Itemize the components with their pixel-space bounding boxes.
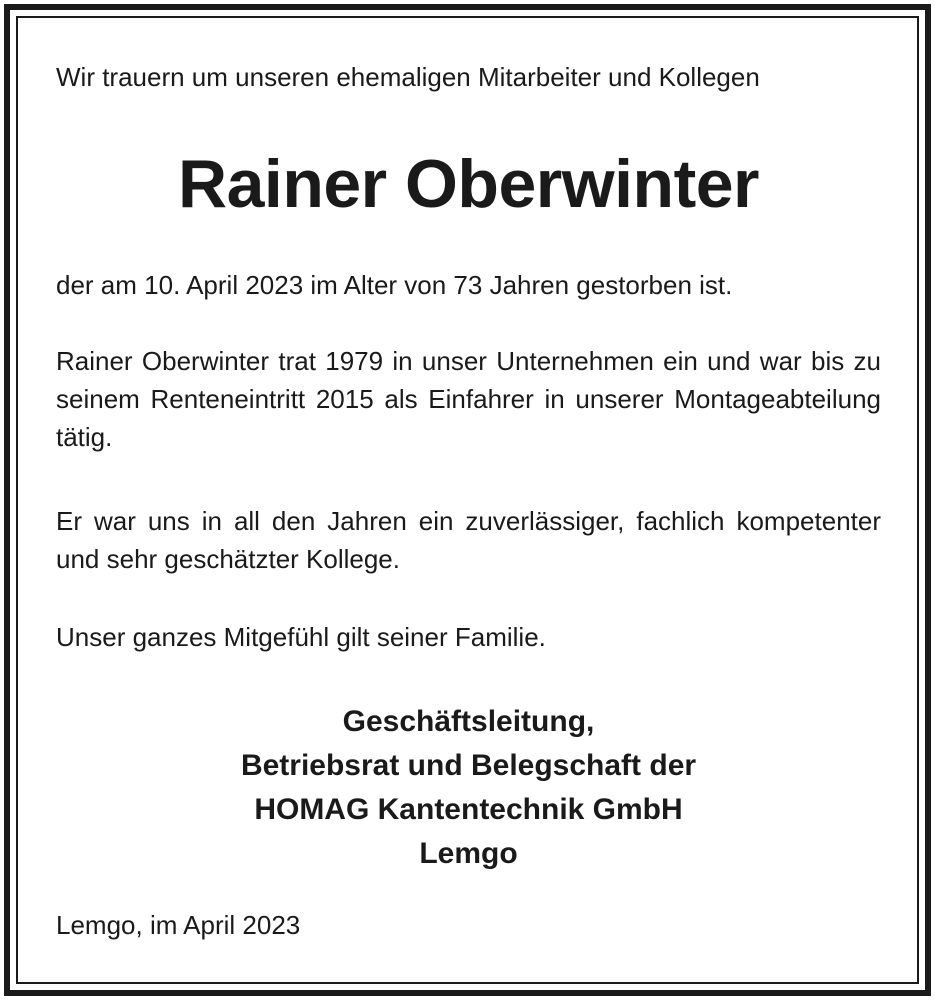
- deceased-name: Rainer Oberwinter: [178, 146, 759, 222]
- signature-line: Lemgo: [419, 837, 518, 870]
- death-date-paragraph: der am 10. April 2023 im Alter von 73 Jahren gestorben ist.: [56, 270, 733, 300]
- signature-line: HOMAG Kantentechnik GmbH: [254, 793, 683, 826]
- signature-block: [56, 700, 881, 876]
- condolence-paragraph: Unser ganzes Mitgefühl gilt seiner Familie.: [56, 622, 546, 652]
- career-paragraph: Rainer Oberwinter trat 1979 in unser Unternehmen ein und war bis zu seinem Renteneintritt 2015 als Einfahrer in unserer Montageabteilung tätig.: [56, 346, 881, 452]
- intro-text: Wir trauern um unseren ehemaligen Mitarbeiter und Kollegen: [56, 62, 760, 92]
- signature-line: Geschäftsleitung,: [342, 705, 595, 738]
- place-date: Lemgo, im April 2023: [56, 910, 301, 940]
- signature-line: Betriebsrat und Belegschaft der: [240, 749, 697, 782]
- tribute-paragraph: Er war uns in all den Jahren ein zuverlässiger, fachlich kompetenter und sehr geschätzter Kollege.: [56, 506, 881, 574]
